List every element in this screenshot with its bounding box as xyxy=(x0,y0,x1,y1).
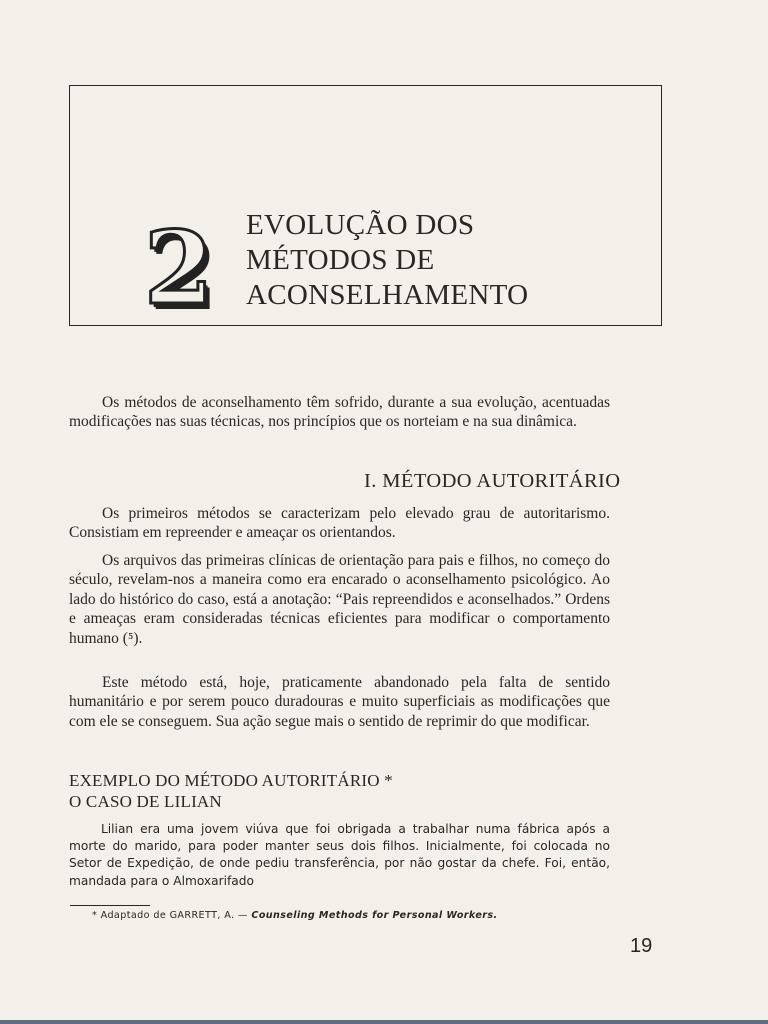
chapter-title-line: EVOLUÇÃO DOS xyxy=(246,209,475,241)
chapter-title-line: ACONSELHAMENTO xyxy=(246,279,529,311)
footnote-divider xyxy=(70,905,150,906)
body-paragraph: Os primeiros métodos se caracterizam pelo elevado grau de autoritarismo. Consistiam em repreender e ameaçar os orientandos. xyxy=(69,505,610,542)
body-paragraph: Os arquivos das primeiras clínicas de orientação para pais e filhos, no começo do século, revelam-nos a maneira como era encarado o aconselhamento psicológico. Ao lado do histórico do caso, está a anotação: “Pais repreendidos e aconselhados.” Ordens e ameaças eram consideradas técnicas eficientes para modificar o comportamento humano (⁵). xyxy=(69,552,610,647)
footnote xyxy=(92,910,498,921)
page-number: 19 xyxy=(630,935,653,957)
example-heading-line: EXEMPLO DO MÉTODO AUTORITÁRIO * xyxy=(69,771,393,790)
chapter-title xyxy=(246,208,528,313)
intro-paragraph: Os métodos de aconselhamento têm sofrido, durante a sua evolução, acentuadas modificações nas suas técnicas, nos princípios que os norteiam e na sua dinâmica. xyxy=(69,394,610,431)
example-heading xyxy=(69,770,393,812)
body-paragraph: Este método está, hoje, praticamente abandonado pela falta de sentido humanitário e por serem pouco duradouras e muito superficiais as modificações que com ele se conseguem. Sua ação segue mais o sentido de reprimir do que modificar. xyxy=(69,674,610,730)
section-heading: I. MÉTODO AUTORITÁRIO xyxy=(364,470,621,492)
chapter-number: 2 xyxy=(144,209,214,327)
scan-edge xyxy=(0,1020,768,1024)
footnote-prefix: * Adaptado de GARRETT, A. — xyxy=(92,910,252,921)
example-paragraph: Lilian era uma jovem viúva que foi obrigada a trabalhar numa fábrica após a morte do marido, para poder manter seus dois filhos. Inicialmente, foi colocada no Setor de Expedição, de onde pediu transferência, por não gostar da chefe. Foi, então, mandada para o Almoxarifado xyxy=(69,822,610,888)
example-heading-line: O CASO DE LILIAN xyxy=(69,792,222,811)
footnote-title: Counseling Methods for Personal Workers. xyxy=(251,910,498,921)
chapter-title-line: MÉTODOS DE xyxy=(246,244,435,276)
